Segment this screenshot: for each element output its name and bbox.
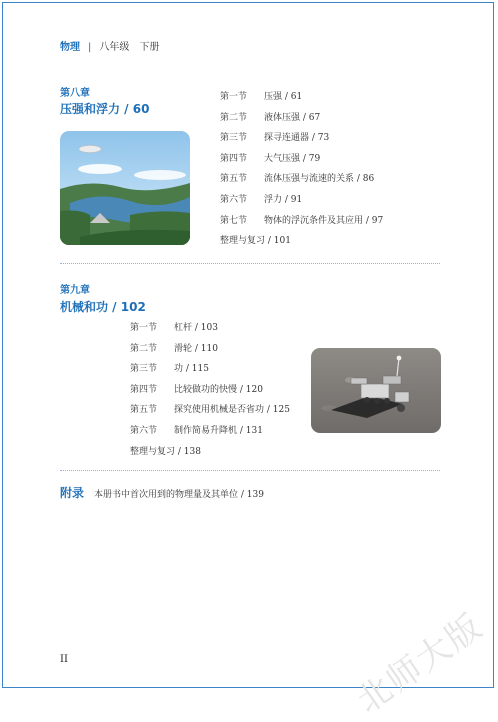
appendix-entry[interactable]: 本册书中首次用到的物理量及其单位 / 139 (94, 490, 264, 500)
toc-entry[interactable] (130, 380, 290, 401)
section-number: 第四节 (220, 153, 248, 164)
chapter9-title[interactable]: 机械和功 / 102 (60, 300, 146, 314)
toc-entry[interactable] (130, 339, 290, 360)
section-title: 比较做功的快慢 / 120 (174, 384, 263, 395)
section-number: 第三节 (130, 364, 158, 375)
section-number: 第五节 (130, 405, 158, 416)
review-title: 整理与复习 / 101 (220, 236, 291, 247)
toc-entry[interactable] (130, 359, 290, 380)
section-title: 压强 / 61 (264, 92, 303, 102)
header-separator: | (88, 42, 92, 53)
section-title: 滑轮 / 110 (174, 343, 218, 354)
section-number: 第三节 (220, 133, 248, 144)
publisher-watermark: 北师大版 (349, 605, 491, 722)
section-number: 第二节 (130, 343, 158, 354)
section-number: 第一节 (220, 92, 248, 102)
toc-review-entry[interactable] (220, 231, 383, 252)
toc-entry[interactable] (220, 169, 383, 190)
toc-entry[interactable] (220, 149, 383, 170)
section-number: 第六节 (130, 425, 158, 436)
rover-body (361, 384, 389, 398)
review-title: 整理与复习 / 138 (130, 446, 201, 457)
header-subject: 物理 (60, 42, 80, 53)
section-title: 杠杆 / 103 (174, 323, 218, 333)
section-title: 功 / 115 (174, 364, 209, 375)
section-title: 液体压强 / 67 (264, 112, 321, 123)
toc-entry[interactable] (220, 108, 383, 129)
chapter9-toc (130, 318, 290, 462)
section-number: 第六节 (220, 194, 248, 205)
chapter8-toc (220, 87, 383, 252)
toc-review-entry[interactable] (130, 442, 290, 463)
chapter9-label: 第九章 (60, 285, 90, 296)
section-title: 流体压强与流速的关系 / 86 (264, 174, 375, 185)
section-number: 第七节 (220, 215, 248, 226)
toc-entry[interactable] (220, 211, 383, 232)
section-title: 物体的浮沉条件及其应用 / 97 (264, 215, 384, 226)
section-number: 第五节 (220, 174, 248, 185)
section-title: 大气压强 / 79 (264, 153, 321, 164)
section-number: 第一节 (130, 323, 158, 333)
running-header (60, 38, 159, 53)
section-number: 第四节 (130, 384, 158, 395)
airship-lake-photo (60, 131, 190, 245)
airship-icon (79, 145, 101, 152)
toc-entry[interactable] (220, 128, 383, 149)
toc-entry[interactable] (220, 87, 383, 108)
section-divider (60, 470, 440, 471)
toc-entry[interactable] (220, 190, 383, 211)
chapter8-label: 第八章 (60, 88, 90, 99)
section-title: 探究使用机械是否省功 / 125 (174, 405, 290, 416)
chapter8-title[interactable]: 压强和浮力 / 60 (60, 102, 150, 116)
toc-entry[interactable] (130, 421, 290, 442)
header-grade: 八年级 下册 (99, 42, 160, 53)
toc-entry[interactable] (130, 400, 290, 421)
section-title: 浮力 / 91 (264, 194, 303, 205)
lunar-rover-photo (311, 348, 441, 433)
page-number: II (60, 654, 68, 665)
appendix-label[interactable]: 附录 (60, 486, 85, 500)
section-number: 第二节 (220, 112, 248, 123)
toc-entry[interactable] (130, 318, 290, 339)
section-divider (60, 263, 440, 264)
section-title: 探寻连通器 / 73 (264, 133, 330, 144)
section-title: 制作简易升降机 / 131 (174, 425, 263, 436)
